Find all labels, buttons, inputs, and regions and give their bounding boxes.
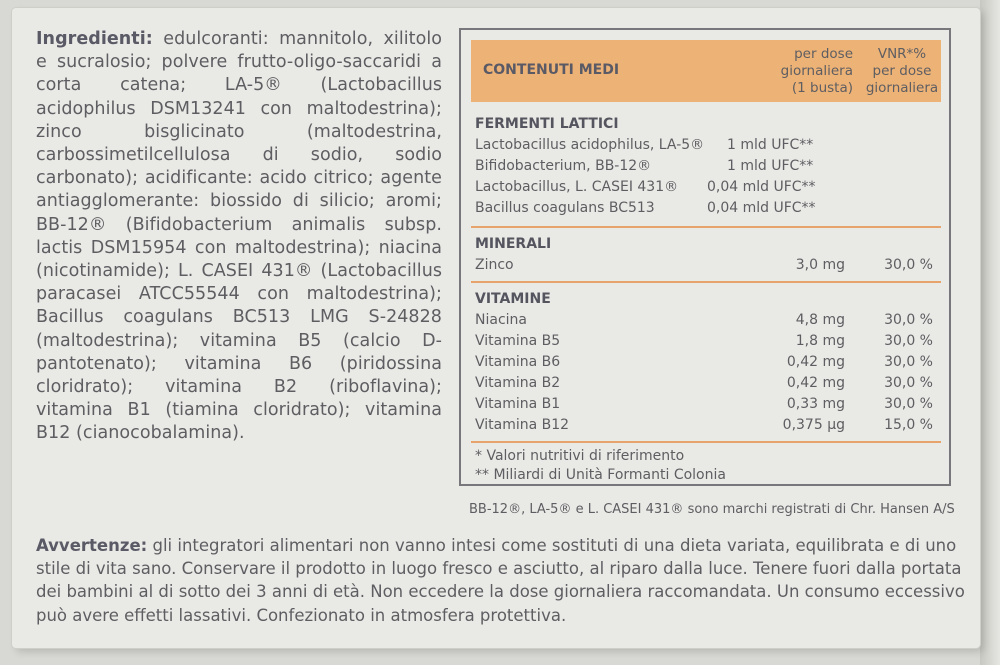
row-amount: 0,04 mld UFC**: [707, 200, 816, 216]
section-divider: [471, 226, 941, 228]
row-percent: 15,0 %: [884, 417, 933, 433]
row-amount: 0,04 mld UFC**: [707, 179, 816, 195]
section-divider: [471, 281, 941, 283]
row-amount: 3,0 mg: [795, 257, 845, 273]
header-title: CONTENUTI MEDI: [483, 62, 620, 78]
table-header: [471, 40, 941, 102]
row-name: Vitamina B5: [475, 333, 561, 349]
row-name: Bacillus coagulans BC513: [475, 200, 655, 216]
table-row: [475, 200, 945, 220]
row-amount: 0,42 mg: [786, 375, 845, 391]
section-minerali-title: MINERALI: [475, 236, 552, 252]
row-name: Vitamina B1: [475, 396, 561, 412]
row-name: Vitamina B6: [475, 354, 561, 370]
row-name: Lactobacillus, L. CASEI 431®: [475, 179, 679, 195]
package-panel: [12, 8, 980, 648]
warnings-text: gli integratori alimentari non vanno intesi come sostituti di una dieta variata, equilibrata e di uno stile di vita sano. Conservare il prodotto in luogo fresco e asciutto, al riparo dalla luce. Tenere fuori dalla portata dei bambini al di sotto dei 3 anni di età. Non eccedere la dose giornaliera raccomandata. Un consumo eccessivo può avere effetti lassativi. Confezionato in atmosfera protettiva.: [36, 536, 965, 625]
ingredients-label: Ingredienti:: [36, 29, 153, 49]
header-vnr-line3: giornaliera: [865, 80, 939, 96]
section-vitamine-title: VITAMINE: [475, 291, 551, 307]
row-percent: 30,0 %: [884, 312, 933, 328]
table-row: [475, 333, 945, 353]
table-row: [475, 354, 945, 374]
header-dose: [733, 46, 853, 97]
row-amount: 0,375 µg: [782, 417, 845, 433]
section-fermenti-title: FERMENTI LATTICI: [475, 116, 619, 132]
table-row: [475, 396, 945, 416]
table-row: [475, 137, 945, 157]
header-dose-line3: (1 busta): [791, 80, 853, 96]
nutrition-table: [459, 28, 951, 486]
table-row: [475, 312, 945, 332]
row-name: Vitamina B2: [475, 375, 561, 391]
header-dose-line1: per dose: [794, 46, 853, 62]
row-amount: 0,42 mg: [786, 354, 845, 370]
row-percent: 30,0 %: [884, 333, 933, 349]
table-row: [475, 257, 945, 277]
header-vnr: [857, 46, 947, 97]
row-amount: 1 mld UFC**: [727, 137, 814, 153]
row-name: Vitamina B12: [475, 417, 570, 433]
row-percent: 30,0 %: [884, 396, 933, 412]
row-name: Niacina: [475, 312, 527, 328]
row-name: Zinco: [475, 257, 514, 273]
table-row: [475, 158, 945, 178]
warnings-block: [36, 534, 966, 627]
ingredients-text: edulcoranti: mannitolo, xilitolo e sucralosio; polvere frutto-oligo-saccaridi a corta catena; LA-5® (Lactobacillus acidophilus DSM13241 con maltodestrina); zinco bisglicinato (maltodestrina, carbossimetilcellulosa di sodio, sodio carbonato); acidificante: acido citrico; agente antiagglomerante: biossido di silicio; aromi; BB-12® (Bifidobacterium animalis subsp. lactis DSM15954 con maltodestrina); niacina (nicotinamide); L. CASEI 431® (Lactobacillus paracasei ATCC55544 con maltodestrina); Bacillus coagulans BC513 LMG S-24828 (maltodestrina); vitamina B5 (calcio D-pantotenato); vitamina B6 (piridossina cloridrato); vitamina B2 (riboflavina); vitamina B1 (tiamina cloridrato); vitamina B12 (cianocobalamina).: [36, 29, 442, 444]
footnote-ufc: ** Miliardi di Unità Formanti Colonia: [475, 467, 726, 483]
row-amount: 4,8 mg: [795, 312, 845, 328]
table-row: [475, 179, 945, 199]
row-percent: 30,0 %: [884, 257, 933, 273]
header-vnr-line1: VNR*%: [877, 46, 927, 62]
row-name: Lactobacillus acidophilus, LA-5®: [475, 137, 705, 153]
row-amount: 1,8 mg: [795, 333, 845, 349]
header-dose-line2: giornaliera: [780, 63, 853, 79]
row-amount: 1 mld UFC**: [727, 158, 814, 174]
row-amount: 0,33 mg: [786, 396, 845, 412]
trademark-note: BB-12®, LA-5® e L. CASEI 431® sono marchi registrati di Chr. Hansen A/S: [469, 502, 955, 517]
table-row: [475, 375, 945, 395]
ingredients-block: [36, 28, 442, 446]
package-side-edge: [980, 0, 1000, 665]
footnote-vnr: * Valori nutritivi di riferimento: [475, 448, 685, 464]
row-percent: 30,0 %: [884, 354, 933, 370]
section-divider: [471, 441, 941, 443]
warnings-label: Avvertenze:: [36, 536, 148, 555]
row-percent: 30,0 %: [884, 375, 933, 391]
row-name: Bifidobacterium, BB-12®: [475, 158, 652, 174]
table-row: [475, 417, 945, 437]
header-vnr-line2: per dose: [872, 63, 932, 79]
